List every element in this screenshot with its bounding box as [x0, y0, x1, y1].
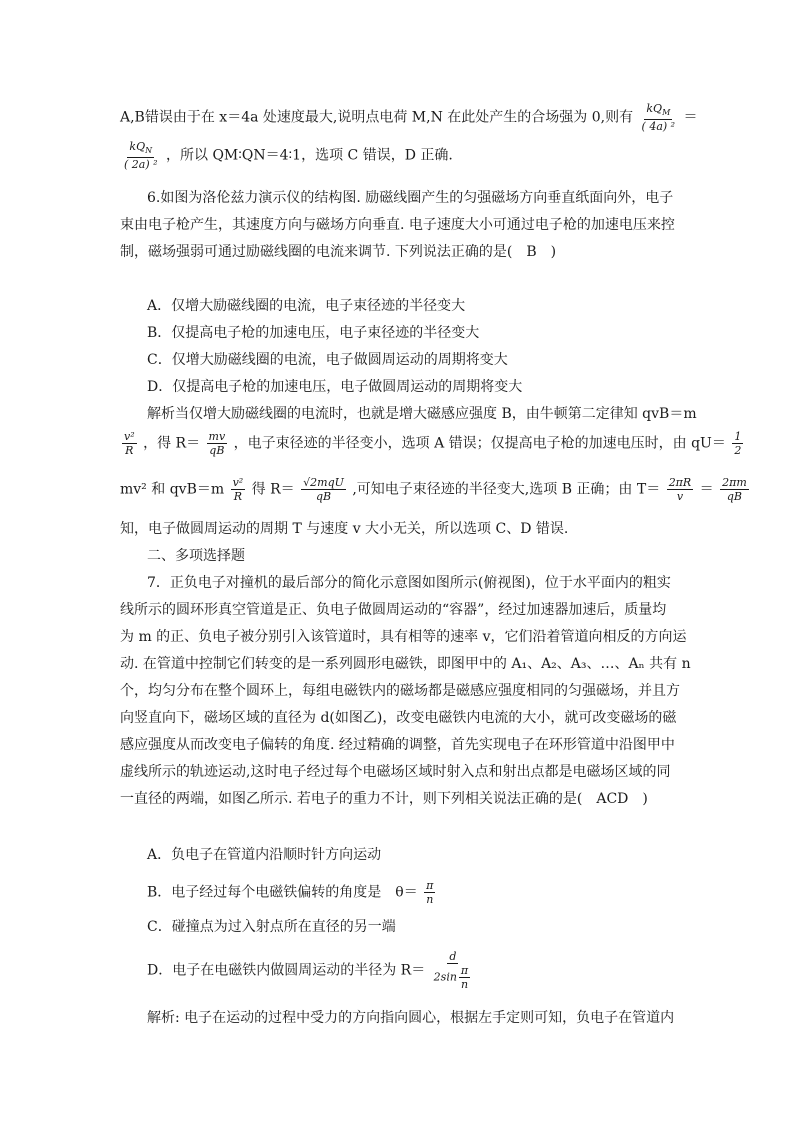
option-b: B．仅提高电子枪的加速电压，电子束径迹的半径变大 [147, 325, 480, 341]
denominator: n [426, 893, 434, 906]
solution-line: 解析当仅增大励磁线圈的电流时，也就是增大磁感应强度 B，由牛顿第二定律知 qvB＝m [147, 406, 697, 422]
option-c: C．仅增大励磁线圈的电流，电子做圆周运动的周期将变大 [147, 352, 508, 368]
denominator: ( 4a) ² [641, 120, 676, 134]
question-7-line: 线所示的圆环形真空管道是正、负电子做圆周运动的“容器”，经过加速器加速后，质量均 [120, 602, 667, 618]
denominator [432, 964, 474, 991]
question-7-line: 7．正负电子对撞机的最后部分的简化示意图如图所示(俯视图)，位于水平面内的粗实 [147, 575, 671, 591]
numerator: mv [208, 430, 226, 443]
text-span: D．电子在电磁铁内做圆周运动的半径为 R＝ [147, 962, 426, 979]
fraction [301, 476, 346, 503]
option-b [147, 879, 707, 906]
question-7-line: 动. 在管道中控制它们转变的是一系列圆形电磁铁，即图甲中的 A₁、A₂、A₃、…、Aₙ 共有 n [120, 656, 691, 672]
question-7-line: 虚线所示的轨迹运动,这时电子经过每个电磁场区域时射入点和射出点都是电磁场区域的同 [120, 764, 671, 780]
denominator: qB [209, 444, 225, 457]
subscript: M [662, 108, 671, 118]
fraction [231, 476, 246, 503]
numerator: kQ [129, 140, 146, 153]
fraction [640, 102, 678, 133]
denominator: ( 2a) ² [124, 158, 158, 172]
fraction [424, 879, 435, 906]
solution-line [120, 430, 742, 457]
text-span: 2sin [433, 970, 457, 984]
question-7-line: 为 m 的正、负电子被分别引入该管道时，具有相等的速率 v，它们沿着管道向相反的方向运 [120, 629, 687, 645]
question-6-line: 制，磁场强弱可通过励磁线圈的电流来调节. 下列说法正确的是( B ) [120, 244, 557, 260]
subscript: N [145, 146, 153, 156]
option-d: D．仅提高电子枪的加速电压，电子做圆周运动的周期将变大 [147, 379, 523, 395]
section-heading: 二、多项选择题 [147, 548, 245, 564]
question-7-line: 个，均匀分布在整个圆环上，每组电磁铁内的磁场都是磁感应强度相同的匀强磁场，并且方 [120, 683, 680, 699]
text-span: 得 R＝ [251, 481, 295, 498]
text-span: A,B错误由于在 x＝4a 处速度最大,说明点电荷 M,N 在此处产生的合场强为 0,则有 [120, 109, 634, 126]
fraction [667, 476, 694, 503]
question-7-line: 一直径的两端，如图乙所示. 若电子的重力不计，则下列相关说法正确的是( ACD ) [120, 791, 648, 807]
option-a: A．负电子在管道内沿顺时针方向运动 [147, 847, 382, 863]
equals-sign: ＝ [683, 109, 698, 126]
text-span: mv² 和 qvB＝m [120, 481, 225, 498]
denominator: qB [315, 490, 332, 503]
question-6-line: 束由电子枪产生，其速度方向与磁场方向垂直. 电子速度大小可通过电子枪的加速电压来控 [120, 217, 675, 233]
option-a: A．仅增大励磁线圈的电流，电子束径迹的半径变大 [147, 298, 466, 314]
text-span: B．电子经过每个电磁铁偏转的角度是 θ＝ [147, 884, 418, 901]
solution-line [120, 102, 698, 134]
question-7-line: 感应强度从而改变电子偏转的角度. 经过精确的调整，首先实现电子在环形管道中沿图甲中 [120, 737, 675, 753]
denominator: R [125, 444, 134, 457]
numerator: v² [124, 430, 135, 443]
equals-sign: ＝ [699, 481, 714, 498]
numerator: 2πR [668, 476, 692, 489]
fraction [432, 950, 474, 991]
fraction [459, 964, 470, 991]
denominator: R [233, 490, 243, 503]
fraction [720, 476, 749, 503]
solution-line: 解析: 电子在运动的过程中受力的方向指向圆心，根据左手定则可知，负电子在管道内 [147, 1010, 675, 1026]
solution-line [120, 140, 680, 171]
option-c: C．碰撞点为过入射点所在直径的另一端 [147, 919, 396, 935]
numerator: 2πm [722, 476, 747, 489]
question-7-line: 向竖直向下，磁场区域的直径为 d(如图乙)，改变电磁铁内电流的大小，就可改变磁场的磁 [120, 710, 677, 726]
text-span: ,可知电子束径迹的半径变大,选项 B 正确；由 T＝ [352, 481, 661, 498]
denominator: 2 [734, 444, 742, 457]
numerator: 1 [734, 430, 742, 443]
numerator: kQ [646, 102, 663, 115]
text-span: ，得 R＝ [143, 435, 201, 452]
denominator: n [460, 978, 469, 991]
numerator: π [460, 964, 469, 977]
fraction [732, 430, 743, 457]
denominator: qB [726, 490, 742, 503]
solution-line: 知，电子做圆周运动的周期 T 与速度 v 大小无关，所以选项 C、D 错误. [120, 521, 569, 537]
text-span: ，所以 QM∶QN＝4∶1，选项 C 错误，D 正确. [166, 147, 453, 164]
fraction [122, 140, 160, 171]
text-span: ，电子束径迹的半径变小，选项 A 错误；仅提高电子枪的加速电压时，由 qU＝ [233, 435, 726, 452]
numerator: d [449, 950, 457, 963]
denominator: v [676, 490, 684, 503]
numerator: √2mqU [303, 476, 344, 489]
option-d [147, 950, 707, 991]
fraction [207, 430, 228, 457]
question-6-line: 6.如图为洛伦兹力演示仪的结构图. 励磁线圈产生的匀强磁场方向垂直纸面向外，电子 [147, 190, 674, 206]
fraction [122, 430, 137, 457]
numerator: π [426, 879, 434, 892]
numerator: v² [232, 476, 244, 489]
